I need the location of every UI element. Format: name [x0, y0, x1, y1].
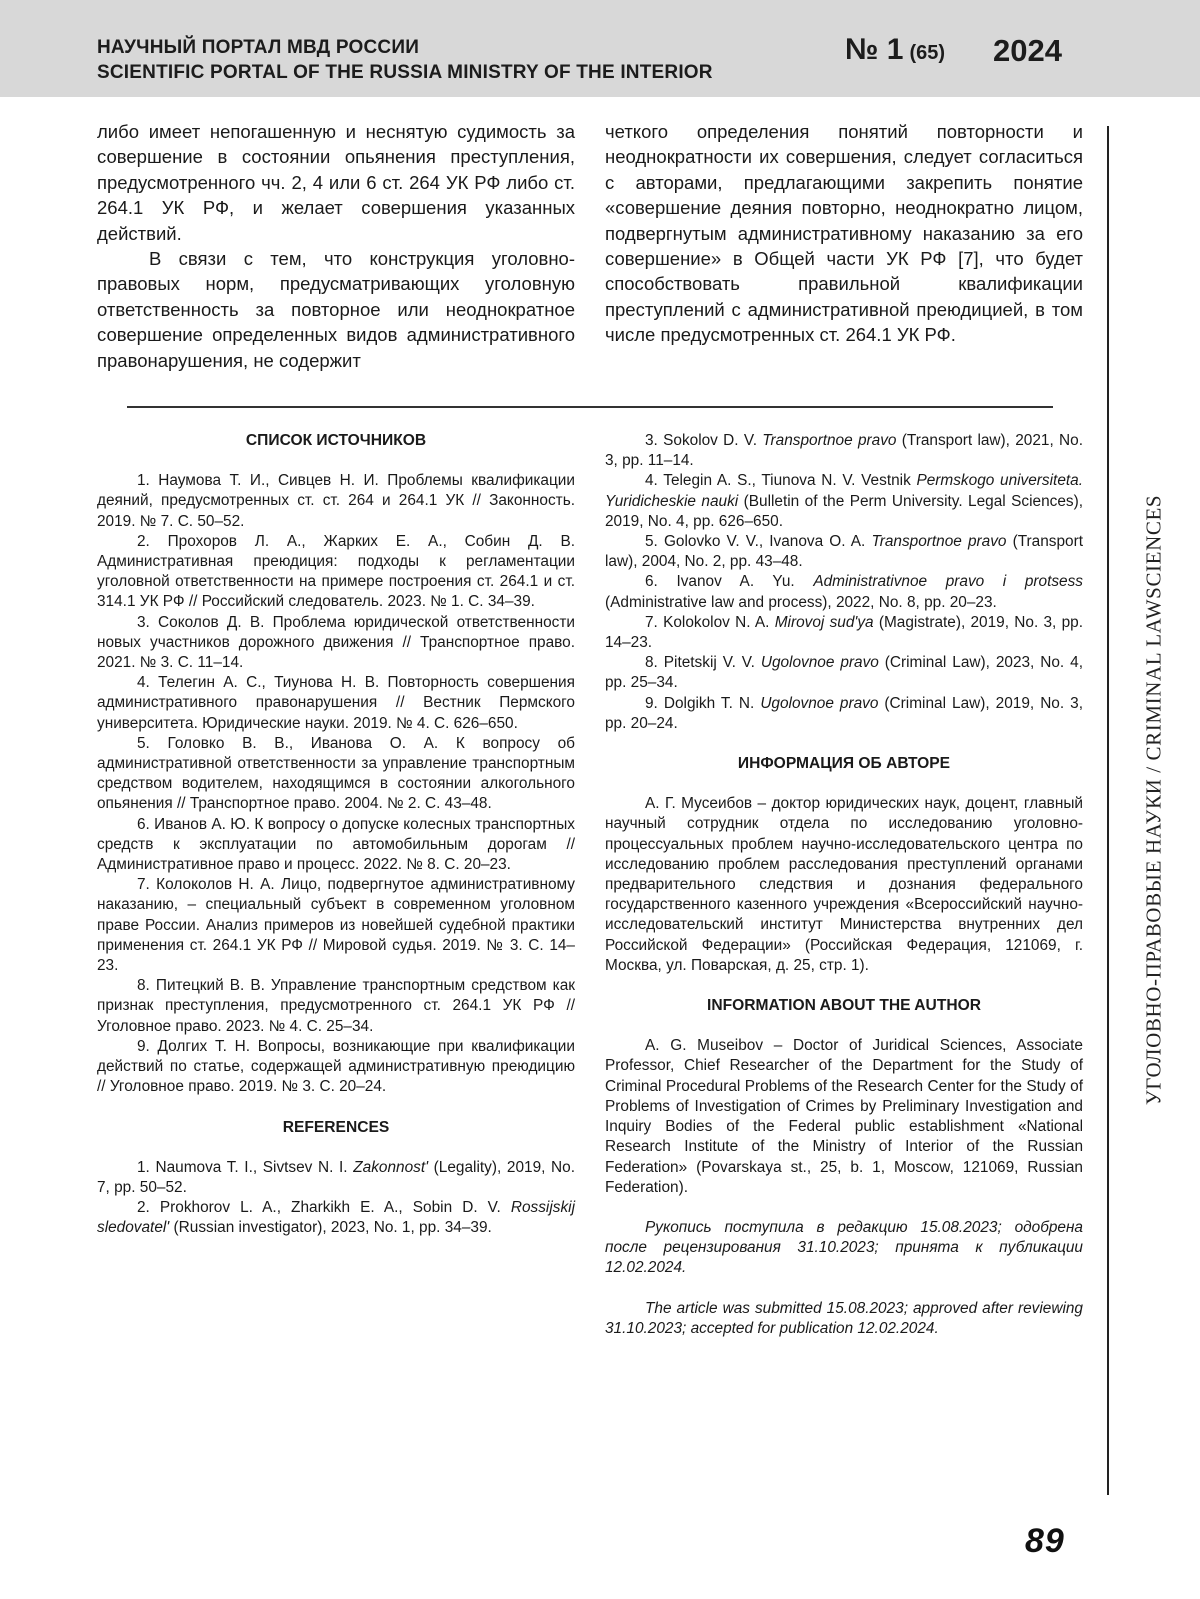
author-info-ru: А. Г. Мусеибов – доктор юридических наук, доцент, главный научный сотрудник отдела по исследованию уголовно-процессуальных проблем научно-исследовательского центра по исследованию проблем расследования преступлений органами предварительного следствия и дознания федерального государственного казенного учреждения «Всероссийский научно-исследовательский институт Министерства внутренних дел Российской Федерации» (Российская Федерация, 121069, г. Москва, ул. Поварская, д. 25, стр. 1).	[605, 795, 1083, 974]
section-divider	[127, 406, 1053, 408]
reference-item: 6. Ivanov A. Yu. Administrativnoe pravo i protsess (Administrative law and process), 2022, No. 8, pp. 20–23.	[605, 573, 1084, 611]
author-info-heading-ru: ИНФОРМАЦИЯ ОБ АВТОРЕ	[737, 755, 951, 773]
journal-title-ru: НАУЧНЫЙ ПОРТАЛ МВД РОССИИ	[97, 37, 420, 58]
reference-item: 9. Dolgikh T. N. Ugolovnoe pravo (Criminal Law), 2019, No. 3, pp. 20–24.	[605, 694, 1083, 732]
issue-year: 2024	[993, 33, 1062, 68]
sources-list-left	[97, 431, 575, 1239]
references-list-right	[605, 431, 1083, 1339]
source-item: 3. Соколов Д. В. Проблема юридической ответственности новых участников дорожного движения // Транспортное право. 2021. № 3. С. 11–14.	[97, 613, 575, 672]
source-item: 1. Наумова Т. И., Сивцев Н. И. Проблемы квалификации деяний, предусмотренных ст. ст. 264 и 264.1 УК // Законность. 2019. № 7. С. 50–52.	[97, 472, 575, 530]
reference-item: 8. Pitetskij V. V. Ugolovnoe pravo (Criminal Law), 2023, No. 4, pp. 25–34.	[605, 654, 1083, 692]
reference-item: 4. Telegin A. S., Tiunova N. V. Vestnik Permskogo universiteta. Yuridicheskie nauki (Bulletin of the Perm University. Legal Sciences), 2019, No. 4, pp. 626–650.	[605, 472, 1083, 530]
issue-total: (65)	[909, 42, 946, 64]
reference-item: 5. Golovko V. V., Ivanova O. A. Transportnoe pravo (Transport law), 2004, No. 2, pp. 43–48.	[605, 533, 1083, 571]
source-item: 6. Иванов А. Ю. К вопросу о допуске колесных транспортных средств к эксплуатации по автомобильным дорогам // Административное право и процесс. 2022. № 8. С. 20–23.	[97, 815, 575, 874]
sources-heading: СПИСОК ИСТОЧНИКОВ	[245, 432, 427, 449]
journal-header	[0, 0, 1200, 97]
page-number: 89	[1025, 1522, 1065, 1560]
journal-title-en: SCIENTIFIC PORTAL OF THE RUSSIA MINISTRY OF THE INTERIOR	[97, 62, 713, 83]
references-heading: REFERENCES	[282, 1118, 390, 1136]
source-item: 4. Телегин А. С., Тиунова Н. В. Повторность совершения административного правонарушения // Вестник Пермского университета. Юридические науки. 2019. № 4. С. 626–650.	[97, 674, 575, 732]
source-item: 5. Головко В. В., Иванова О. А. К вопросу об административной ответственности за управление транспортным средством водителем, находящимся в состоянии алкогольного опьянения // Транспортное право. 2004. № 2. С. 43–48.	[97, 734, 575, 813]
body-paragraph: либо имеет непогашенную и неснятую судимость за совершение в состоянии опьянения преступления, предусмотренного чч. 2, 4 или 6 ст. 264 УК РФ либо ст. 264.1 УК РФ, и желает совершения указанных действий.	[97, 121, 575, 244]
source-item: 2. Прохоров Л. А., Жарких Е. А., Собин Д. В. Административная преюдиция: подходы к регламентации уголовной ответственности на примере построения ст. 264.1 и ст. 314.1 УК РФ // Российский следователь. 2023. № 1. С. 34–39.	[97, 532, 575, 611]
issue-number	[845, 33, 945, 67]
body-text-right	[605, 119, 1083, 348]
reference-item: 7. Kolokolov N. A. Mirovoj sud'ya (Magistrate), 2019, No. 3, pp. 14–23.	[605, 613, 1083, 652]
reference-item: 3. Sokolov D. V. Transportnoe pravo (Transport law), 2021, No. 3, pp. 11–14.	[605, 432, 1083, 470]
publication-note	[605, 1218, 1083, 1339]
body-paragraph: четкого определения понятий повторности и неоднократности их совершения, следует согласиться с авторами, предлагающими закрепить понятие «совершение деяния повторно, неоднократно лицом, подвергнутым административному наказанию за его совершение» в Общей части УК РФ [7], что будет способствовать правильной квалификации преступлений с административной преюдицией, в том числе предусмотренных ст. 264.1 УК РФ.	[605, 121, 1083, 346]
issue-no: № 1	[845, 33, 904, 66]
author-info-heading-en: INFORMATION ABOUT THE AUTHOR	[706, 997, 982, 1015]
body-text-left	[97, 119, 575, 373]
reference-item: 1. Naumova T. I., Sivtsev N. I. Zakonnost' (Legality), 2019, No. 7, pp. 50–52.	[97, 1158, 575, 1196]
publication-note-ru: Рукопись поступила в редакцию 15.08.2023; одобрена после рецензирования 31.10.2023; принята к публикации 12.02.2024.	[605, 1218, 1083, 1277]
body-paragraph: В связи с тем, что конструкция уголовно-правовых норм, предусматривающих уголовную ответственность за повторное или неоднократное совершение определенных видов административного правонарушения, не содержит	[97, 248, 575, 371]
source-item: 8. Питецкий В. В. Управление транспортным средством как признак преступления, предусмотренного ст. 264.1 УК РФ // Уголовное право. 2023. № 4. С. 25–34.	[97, 977, 575, 1035]
publication-note-en: The article was submitted 15.08.2023; approved after reviewing 31.10.2023; accepted for publication 12.02.2024.	[605, 1299, 1083, 1337]
reference-item: 2. Prokhorov L. A., Zharkikh E. A., Sobin D. V. Rossijskij sledovatel' (Russian investigator), 2023, No. 1, pp. 34–39.	[97, 1199, 575, 1237]
section-side-title: УГОЛОВНО-ПРАВОВЫЕ НАУКИ / CRIMINAL LAWSCIENCES	[1141, 494, 1166, 1106]
source-item: 7. Колоколов Н. А. Лицо, подвергнутое административному наказанию, – специальный субъект в современном уголовном праве России. Анализ примеров из новейшей судебной практики применения ст. 264.1 УК РФ // Мировой судья. 2019. № 3. С. 14–23.	[97, 876, 575, 975]
source-item: 9. Долгих Т. Н. Вопросы, возникающие при квалификации действий по статье, содержащей административную преюдицию // Уголовное право. 2019. № 3. С. 20–24.	[97, 1037, 575, 1096]
author-info-en: A. G. Museibov – Doctor of Juridical Sciences, Associate Professor, Chief Researcher of the Department for the Study of Criminal Procedural Problems of the Research Center for the Study of Problems of Investigation of Crimes by Preliminary Investigation and Inquiry Bodies of the Federal public establishment «National Research Institute of the Ministry of Interior of the Russian Federation» (Povarskaya st., 25, b. 1, Moscow, 121069, Russian Federation).	[605, 1037, 1083, 1196]
margin-rule	[1107, 126, 1109, 1495]
